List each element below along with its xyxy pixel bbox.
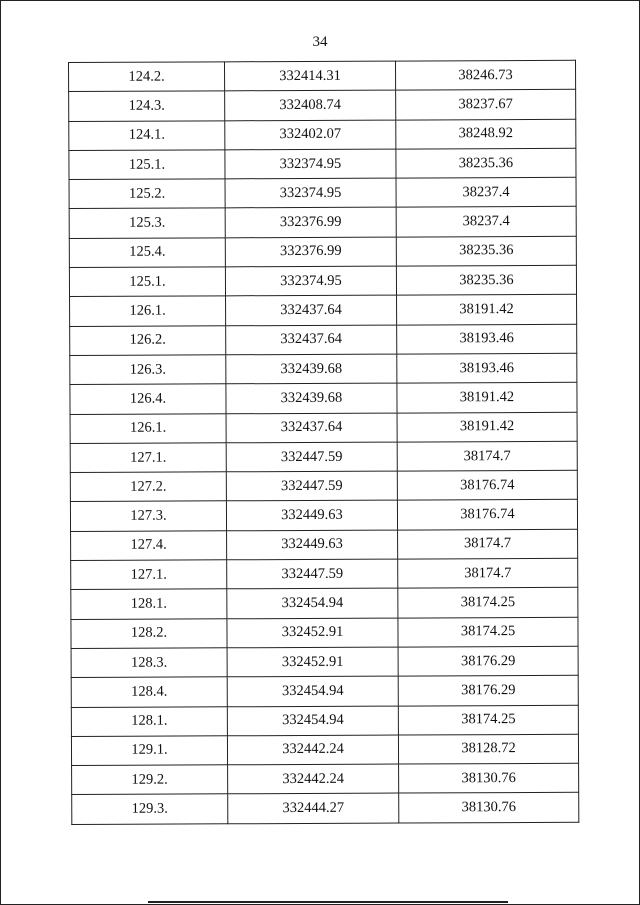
point-id-cell: 127.1. (70, 443, 226, 473)
y-coordinate-cell: 38235.36 (396, 236, 576, 266)
table-row (69, 236, 576, 268)
point-id-cell: 127.3. (70, 501, 226, 531)
point-id-cell: 128.3. (71, 648, 227, 678)
table-row (70, 383, 577, 415)
x-coordinate-cell: 332447.59 (227, 559, 398, 589)
x-coordinate-cell: 332376.99 (225, 208, 396, 238)
table-row (71, 617, 578, 649)
y-coordinate-cell: 38176.29 (398, 676, 578, 706)
point-id-cell: 125.2. (69, 179, 225, 209)
table-row (72, 763, 579, 795)
x-coordinate-cell: 332447.59 (226, 471, 397, 501)
y-coordinate-cell: 38237.67 (396, 90, 576, 120)
coordinates-table (68, 60, 579, 825)
x-coordinate-cell: 332437.64 (226, 295, 397, 325)
table-row (70, 412, 577, 444)
table-row (69, 148, 576, 180)
x-coordinate-cell: 332439.68 (226, 383, 397, 413)
table-row (71, 529, 578, 561)
point-id-cell: 128.2. (71, 618, 227, 648)
y-coordinate-cell: 38174.25 (398, 705, 578, 735)
table-row (71, 676, 578, 708)
y-coordinate-cell: 38174.7 (398, 529, 578, 559)
point-id-cell: 125.3. (69, 208, 225, 238)
table-row (70, 500, 577, 532)
table-row (71, 734, 578, 766)
point-id-cell: 128.1. (71, 706, 227, 736)
table-row (70, 295, 577, 327)
y-coordinate-cell: 38174.7 (397, 441, 577, 471)
point-id-cell: 127.2. (70, 472, 226, 502)
y-coordinate-cell: 38235.36 (396, 265, 576, 295)
x-coordinate-cell: 332442.24 (228, 764, 399, 794)
y-coordinate-cell: 38128.72 (398, 734, 578, 764)
x-coordinate-cell: 332444.27 (228, 793, 399, 823)
y-coordinate-cell: 38176.74 (397, 500, 577, 530)
point-id-cell: 126.1. (70, 413, 226, 443)
y-coordinate-cell: 38191.42 (397, 383, 577, 413)
x-coordinate-cell: 332408.74 (225, 90, 396, 120)
page-number: 34 (312, 34, 328, 50)
table-row (70, 441, 577, 473)
point-id-cell: 124.1. (69, 120, 225, 150)
x-coordinate-cell: 332437.64 (226, 325, 397, 355)
point-id-cell: 129.2. (72, 765, 228, 795)
y-coordinate-cell: 38193.46 (397, 353, 577, 383)
table-row (69, 207, 576, 239)
y-coordinate-cell: 38193.46 (397, 324, 577, 354)
y-coordinate-cell: 38176.74 (397, 470, 577, 500)
x-coordinate-cell: 332454.94 (227, 676, 398, 706)
x-coordinate-cell: 332376.99 (225, 237, 396, 267)
y-coordinate-cell: 38237.4 (396, 177, 576, 207)
point-id-cell: 127.1. (71, 560, 227, 590)
point-id-cell: 124.3. (69, 91, 225, 121)
point-id-cell: 125.4. (69, 238, 225, 268)
point-id-cell: 127.4. (71, 531, 227, 561)
table-body (69, 60, 579, 824)
x-coordinate-cell: 332414.31 (225, 61, 396, 91)
y-coordinate-cell: 38176.29 (398, 646, 578, 676)
table-row (70, 324, 577, 356)
point-id-cell: 128.4. (71, 677, 227, 707)
y-coordinate-cell: 38174.25 (398, 617, 578, 647)
y-coordinate-cell: 38246.73 (395, 60, 575, 90)
table-row (71, 588, 578, 620)
point-id-cell: 126.1. (70, 296, 226, 326)
x-coordinate-cell: 332454.94 (227, 706, 398, 736)
table-row (69, 90, 576, 122)
x-coordinate-cell: 332447.59 (226, 442, 397, 472)
x-coordinate-cell: 332449.63 (227, 530, 398, 560)
x-coordinate-cell: 332402.07 (225, 120, 396, 150)
table-row (71, 646, 578, 678)
x-coordinate-cell: 332374.95 (225, 149, 396, 179)
x-coordinate-cell: 332442.24 (227, 735, 398, 765)
point-id-cell: 126.3. (70, 355, 226, 385)
y-coordinate-cell: 38174.25 (398, 588, 578, 618)
x-coordinate-cell: 332374.95 (225, 178, 396, 208)
point-id-cell: 129.1. (71, 736, 227, 766)
table-row (69, 60, 576, 92)
y-coordinate-cell: 38248.92 (396, 119, 576, 149)
y-coordinate-cell: 38237.4 (396, 207, 576, 237)
table-row (71, 558, 578, 590)
point-id-cell: 126.2. (70, 325, 226, 355)
point-id-cell: 125.1. (69, 150, 225, 180)
bottom-edge-line (148, 901, 508, 903)
y-coordinate-cell: 38191.42 (397, 412, 577, 442)
point-id-cell: 129.3. (72, 794, 228, 824)
table-row (70, 353, 577, 385)
table-row (71, 705, 578, 737)
table-row (69, 119, 576, 151)
x-coordinate-cell: 332374.95 (225, 266, 396, 296)
x-coordinate-cell: 332437.64 (226, 413, 397, 443)
y-coordinate-cell: 38130.76 (399, 793, 579, 823)
x-coordinate-cell: 332439.68 (226, 354, 397, 384)
table-row (72, 793, 579, 825)
point-id-cell: 128.1. (71, 589, 227, 619)
table-row (69, 177, 576, 209)
table-row (70, 470, 577, 502)
y-coordinate-cell: 38174.7 (398, 558, 578, 588)
y-coordinate-cell: 38130.76 (399, 763, 579, 793)
x-coordinate-cell: 332452.91 (227, 647, 398, 677)
point-id-cell: 126.4. (70, 384, 226, 414)
y-coordinate-cell: 38191.42 (397, 295, 577, 325)
table-row (69, 265, 576, 297)
point-id-cell: 125.1. (69, 267, 225, 297)
x-coordinate-cell: 332454.94 (227, 588, 398, 618)
point-id-cell: 124.2. (69, 62, 225, 92)
y-coordinate-cell: 38235.36 (396, 148, 576, 178)
x-coordinate-cell: 332449.63 (226, 501, 397, 531)
x-coordinate-cell: 332452.91 (227, 618, 398, 648)
